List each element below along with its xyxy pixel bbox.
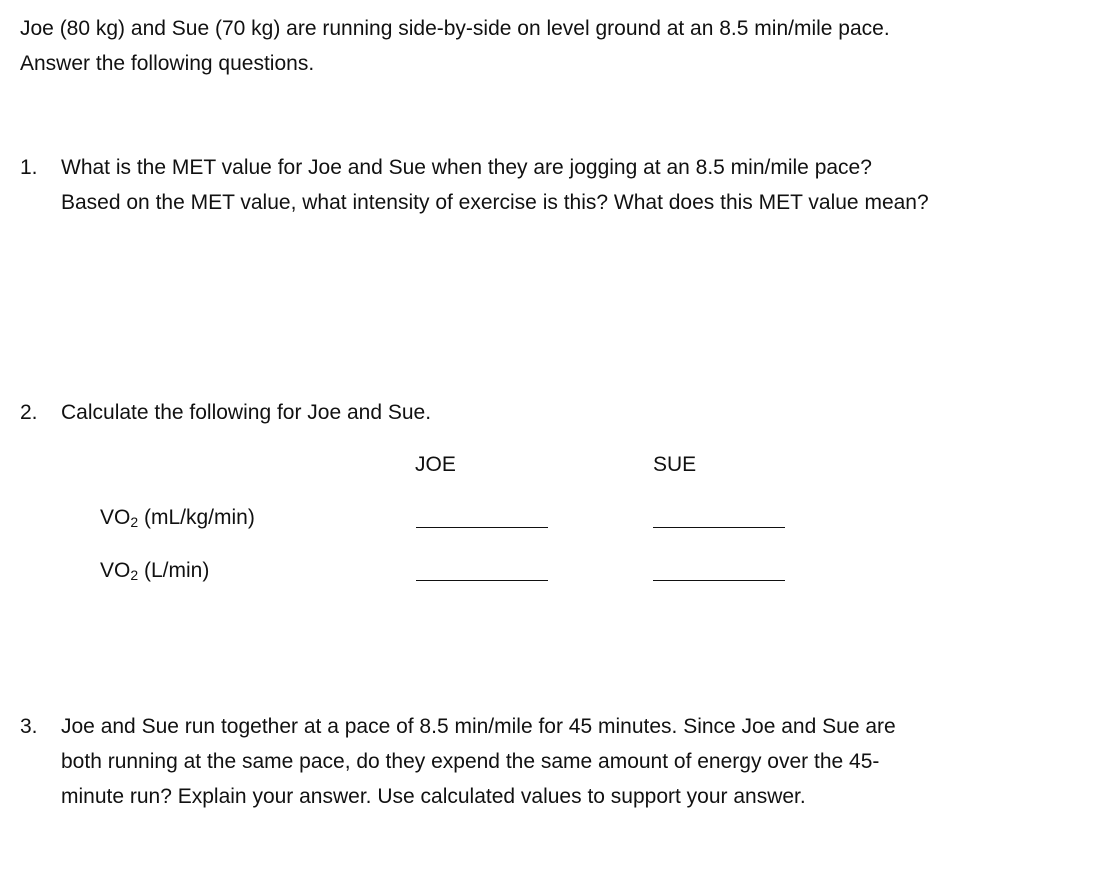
question-3-number: 3.: [20, 715, 38, 738]
question-1-line-1: What is the MET value for Joe and Sue when they are jogging at an 8.5 min/mile pace?: [61, 156, 872, 179]
question-3-line-3: minute run? Explain your answer. Use calculated values to support your answer.: [61, 785, 806, 808]
row-label-vo2-absolute: $VO_2$ (L/min): [100, 559, 210, 583]
column-header-sue: SUE: [653, 453, 697, 476]
answer-blank-joe-vo2-absolute[interactable]: [416, 580, 548, 581]
answer-blank-sue-vo2-absolute[interactable]: [653, 580, 785, 581]
question-1-line-2: Based on the MET value, what intensity of exercise is this? What does this MET value mean?: [61, 191, 929, 214]
answer-blank-sue-vo2-relative[interactable]: [653, 527, 785, 528]
question-3-line-1: Joe and Sue run together at a pace of 8.5 min/mile for 45 minutes. Since Joe and Sue are: [61, 715, 896, 738]
question-1-number: 1.: [20, 156, 38, 179]
question-2-line-1: Calculate the following for Joe and Sue.: [61, 401, 432, 424]
intro-line-1: Joe (80 kg) and Sue (70 kg) are running side-by-side on level ground at an 8.5 min/mile pace.: [20, 17, 890, 40]
answer-blank-joe-vo2-relative[interactable]: [416, 527, 548, 528]
row-label-vo2-relative: $VO_2$ (mL/kg/min): [100, 506, 255, 530]
question-2-number: 2.: [20, 401, 38, 424]
question-3-line-2: both running at the same pace, do they expend the same amount of energy over the 45-: [61, 750, 880, 773]
column-header-joe: JOE: [415, 453, 456, 476]
intro-line-2: Answer the following questions.: [20, 52, 315, 75]
